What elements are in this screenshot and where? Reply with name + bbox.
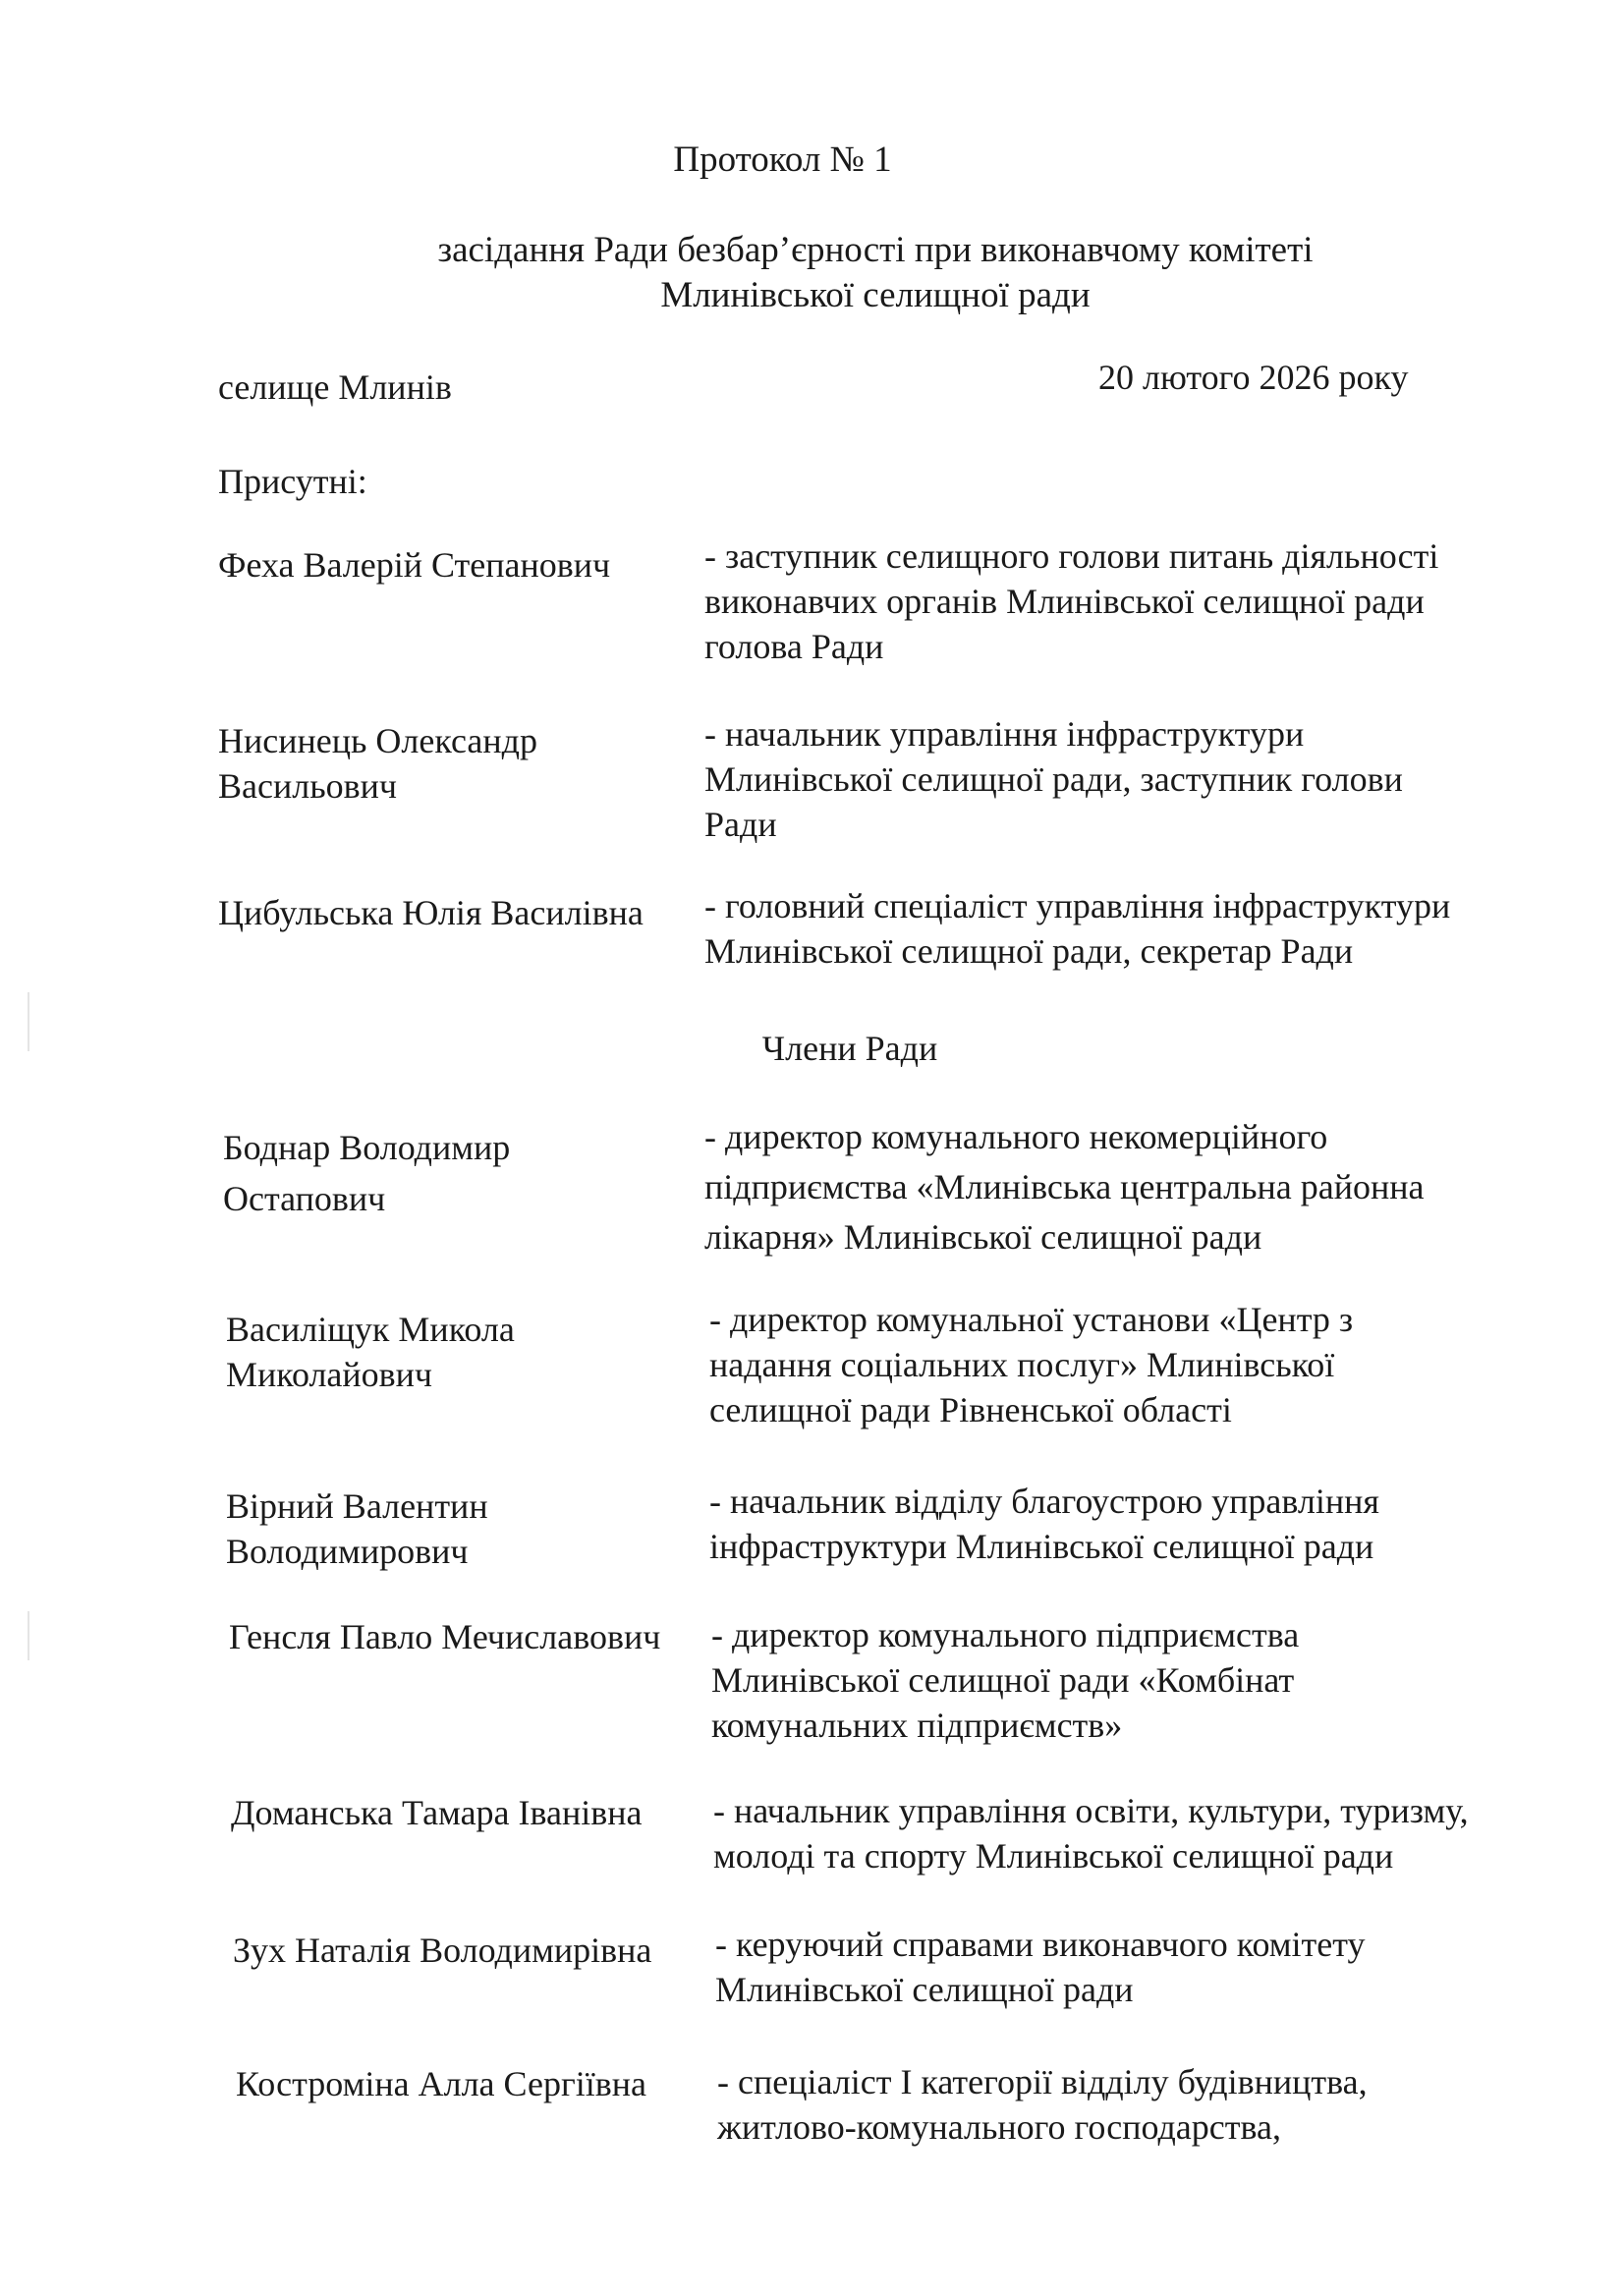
member-role: - спеціаліст І категорії відділу будівництва, житлово-комунального господарства, — [717, 2062, 1368, 2147]
attendee-role: - заступник селищного голови питань діяльності виконавчих органів Млинівської селищної ради голова Ради — [704, 536, 1439, 666]
protocol-subtitle — [0, 228, 1624, 318]
member-name: Зух Наталія Володимирівна — [233, 1931, 652, 1970]
attendee-name: Нисинець Олександр Васильович — [218, 721, 537, 806]
member-role: - директор комунального некомерційного підприємства «Млинівська центральна районна лікарня» Млинівської селищної ради — [704, 1117, 1425, 1257]
subtitle-line: засідання Ради безбар’єрності при виконавчому комітеті — [437, 230, 1314, 270]
member-name: Боднар Володимир Остапович — [223, 1128, 511, 1218]
member-name: Василіщук Микола Миколайович — [226, 1310, 515, 1394]
subtitle-line: Млинівської селищної ради — [660, 275, 1091, 315]
member-role: - начальник відділу благоустрою управління інфраструктури Млинівської селищної ради — [709, 1482, 1379, 1566]
attendee-name: Феха Валерій Степанович — [218, 545, 611, 585]
meeting-date: 20 лютого 2026 року — [1098, 358, 1409, 397]
member-name: Доманська Тамара Іванівна — [231, 1793, 643, 1832]
scan-edge-mark — [28, 1611, 29, 1660]
attendee-name: Цибульська Юлія Василівна — [218, 893, 644, 932]
member-name: Вірний Валентин Володимирович — [226, 1486, 488, 1571]
meeting-place: селище Млинів — [218, 367, 452, 407]
attendee-role: - начальник управління інфраструктури Млинівської селищної ради, заступник голови Ради — [704, 714, 1403, 844]
member-name: Генсля Павло Мечиславович — [229, 1617, 661, 1656]
member-role: - директор комунального підприємства Млинівської селищної ради «Комбінат комунальних підприємств» — [711, 1615, 1300, 1745]
member-role: - керуючий справами виконавчого комітету Млинівської селищної ради — [715, 1925, 1366, 2009]
present-label: Присутні: — [218, 462, 367, 501]
protocol-title: Протокол № 1 — [673, 140, 892, 180]
member-name: Костроміна Алла Сергіївна — [236, 2064, 646, 2103]
attendee-role: - головний спеціаліст управління інфраструктури Млинівської селищної ради, секретар Ради — [704, 886, 1451, 971]
members-heading: Члени Ради — [761, 1029, 938, 1068]
member-role: - директор комунальної установи «Центр з надання соціальних послуг» Млинівської селищної ради Рівненської області — [709, 1300, 1354, 1429]
member-role: - начальник управління освіти, культури, туризму, молоді та спорту Млинівської селищної ради — [713, 1791, 1469, 1876]
